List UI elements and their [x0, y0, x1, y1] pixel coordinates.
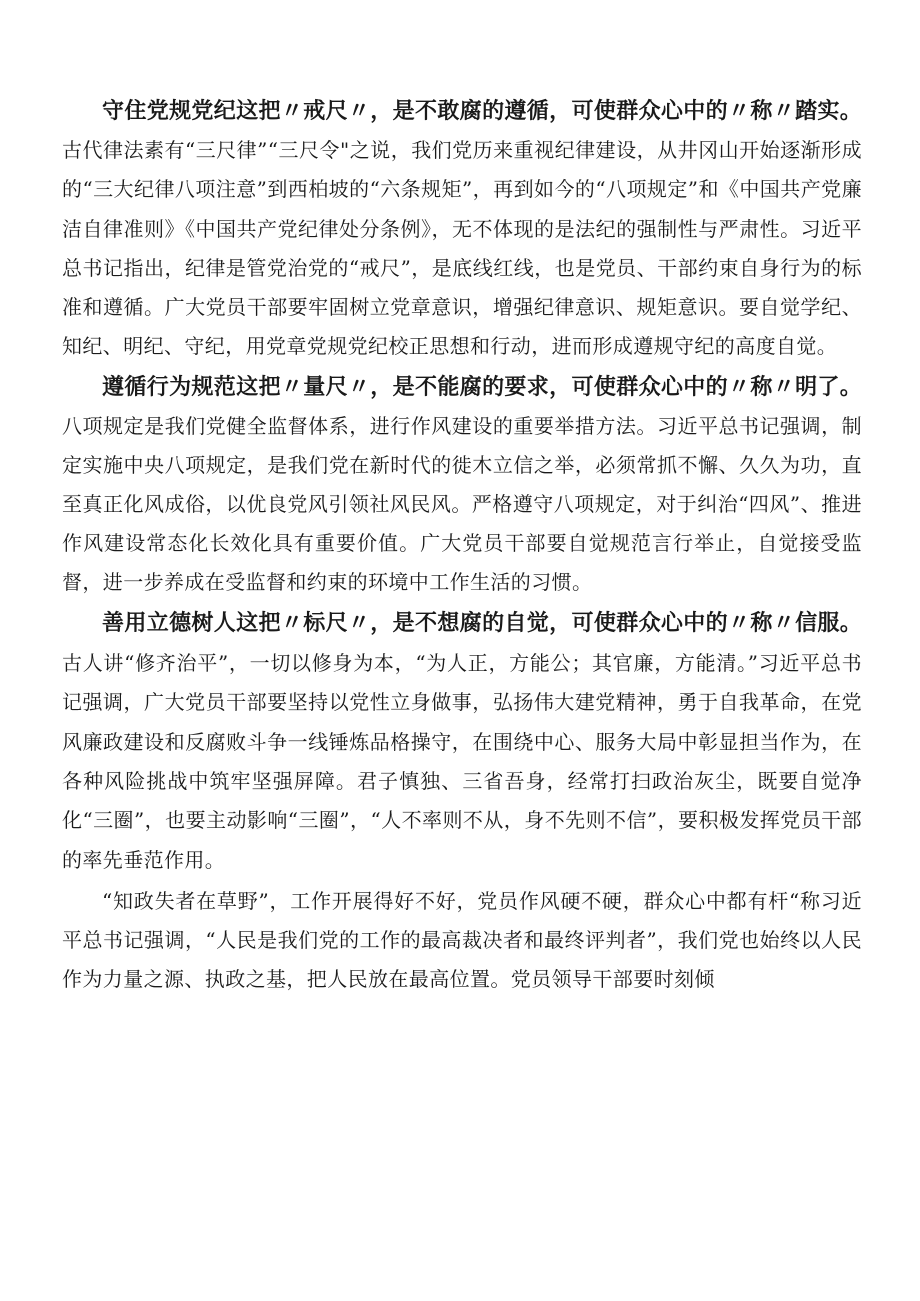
paragraph-2-heading: 遵循行为规范这把〃量尺〃，是不能腐的要求，可使群众心中的〃称〃明了。 — [102, 375, 862, 401]
paragraph-3-heading: 善用立德树人这把〃标尺〃，是不想腐的自觉，可使群众心中的〃称〃信服。 — [102, 611, 862, 637]
paragraph-2-body: 八项规定是我们党健全监督体系，进行作风建设的重要举措方法。习近平总书记强调，制定实施中央八项规定，是我们党在新时代的徙木立信之举，必须常抓不懈、久久为功，直至真正化风成俗，以优良党风引领社风民风。严格遵守八项规定，对于纠治“四风”、推进作风建设常态化长效化具有重要价值。广大党员干部要自觉规范言行举止，自觉接受监督，进一步养成在受监督和约束的环境中工作生活的习惯。 — [62, 414, 862, 595]
paragraph-4-body: “知政失者在草野”，工作开展得好不好，党员作风硬不硬，群众心中都有杆“称习近平总书记强调，“人民是我们党的工作的最高裁决者和最终评判者”，我们党也始终以人民作为力量之源、执政之基，把人民放在最高位置。党员领导干部要时刻倾 — [62, 889, 862, 992]
paragraph-4 — [62, 882, 862, 999]
paragraph-1-body: 古代律法素有“三尺律”“三尺令"之说，我们党历来重视纪律建设，从井冈山开始逐渐形成的“三大纪律八项注意”到西柏坡的“六条规矩”，再到如今的“八项规定”和《中国共产党廉洁自律准则》《中国共产党纪律处分条例》，无不体现的是法纪的强制性与严肃性。习近平总书记指出，纪律是管党治党的“戒尺”，是底线红线，也是党员、干部约束自身行为的标准和遵循。广大党员干部要牢固树立党章意识，增强纪律意识、规矩意识。要自觉学纪、知纪、明纪、守纪，用党章党规党纪校正思想和行动，进而形成遵规守纪的高度自觉。 — [62, 138, 862, 359]
document-page — [62, 92, 862, 999]
paragraph-1 — [62, 92, 862, 366]
paragraph-1-heading: 守住党规党纪这把〃戒尺〃，是不敢腐的遵循，可使群众心中的〃称〃踏实。 — [102, 99, 862, 124]
paragraph-2 — [62, 368, 862, 602]
paragraph-3 — [62, 604, 862, 880]
paragraph-3-body: 古人讲“修齐治平”，一切以修身为本，“为人正，方能公；其官廉，方能清。”习近平总书记强调，广大党员干部要坚持以党性立身做事，弘扬伟大建党精神，勇于自我革命，在党风廉政建设和反腐败斗争一线锤炼品格操守，在围绕中心、服务大局中彰显担当作为，在各种风险挑战中筑牢坚强屏障。君子慎独、三省吾身，经常打扫政治灰尘，既要自觉净化“三圈”，也要主动影响“三圈”，“人不率则不从，身不先则不信”，要积极发挥党员干部的率先垂范作用。 — [62, 650, 862, 872]
